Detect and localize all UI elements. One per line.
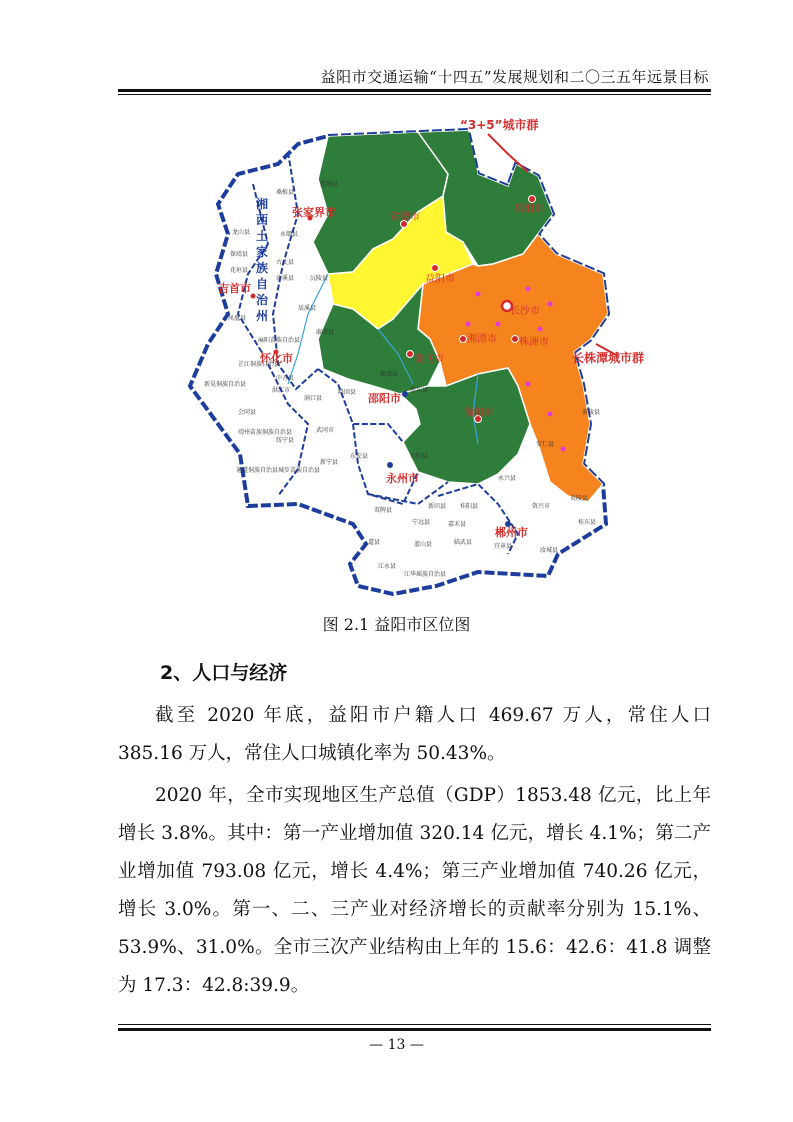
county-label: 蓝山县 xyxy=(414,541,433,548)
xiangxi-char: 土 xyxy=(255,229,269,243)
county-label: 溆浦县 xyxy=(316,329,335,336)
county-label: 永顺县 xyxy=(280,231,299,238)
county-label: 宁远县 xyxy=(412,519,431,526)
footer-rule-thick xyxy=(118,1028,711,1031)
county-label: 芷江侗族自治县 xyxy=(238,361,281,368)
county-label: 江永县 xyxy=(378,563,397,570)
page-header-title: 益阳市交通运输“十四五”发展规划和二〇三五年远景目标 xyxy=(320,68,709,86)
city-jishou: 吉首市 xyxy=(218,282,251,295)
county-label: 双牌县 xyxy=(374,507,393,514)
yiyang-location-map xyxy=(178,118,645,604)
county-label: 嘉禾县 xyxy=(448,521,467,528)
header-rule-thin xyxy=(118,94,711,95)
county-label: 炎陵县 xyxy=(570,495,589,502)
county-label: 城步苗族自治县 xyxy=(278,467,321,474)
xiangxi-char: 治 xyxy=(255,293,269,307)
city-changsha: 长沙市 xyxy=(510,306,540,317)
county-label: 靖州苗族侗族自治县 xyxy=(238,429,293,436)
county-label: 江华瑶族自治县 xyxy=(404,571,447,578)
county-label: 宜章县 xyxy=(494,543,513,550)
county-label: 新田县 xyxy=(428,503,447,510)
xiangxi-char: 湘 xyxy=(255,197,269,211)
county-label: 麻阳苗族自治县 xyxy=(258,337,301,344)
city-zhuzhou: 株洲市 xyxy=(519,337,549,348)
city-huaihua: 怀化市 xyxy=(260,352,293,365)
city-yongzhou: 永州市 xyxy=(386,472,419,485)
city-yiyang: 益阳市 xyxy=(425,274,455,285)
county-label: 新宁县 xyxy=(320,459,339,466)
county-label: 通道侗族自治县 xyxy=(236,467,279,474)
city-shaoyang: 邵阳市 xyxy=(368,392,401,405)
county-label: 绥宁县 xyxy=(276,437,295,444)
figure-title: 益阳市区位图 xyxy=(374,615,471,634)
county-label: 桂东县 xyxy=(578,519,597,526)
section-heading: 2、人口与经济 xyxy=(160,662,288,684)
county-label: 泸溪县 xyxy=(276,275,295,282)
body-text xyxy=(118,697,711,1005)
county-label: 祁阳县 xyxy=(410,453,429,460)
county-label: 新晃侗族自治县 xyxy=(204,381,247,388)
county-label: 沅陵县 xyxy=(310,275,329,282)
county-label: 洪江市 xyxy=(272,387,291,394)
city-hengyang: 衡阳市 xyxy=(464,408,494,419)
county-label: 慈利县 xyxy=(320,181,339,188)
county-label: 花垣县 xyxy=(230,267,249,274)
xiangxi-char: 州 xyxy=(255,309,269,323)
county-label: 新邵县 xyxy=(380,371,399,378)
county-label: 资兴市 xyxy=(532,503,551,510)
county-label: 汝城县 xyxy=(540,547,559,554)
city-yueyang: 岳阳市 xyxy=(514,204,544,215)
three-plus-five-leader xyxy=(488,134,528,172)
xiangxi-char: 族 xyxy=(255,261,269,275)
county-label: 隆回县 xyxy=(338,389,357,396)
city-chenzhou: 郴州市 xyxy=(495,526,528,539)
city-changde: 常德市 xyxy=(390,212,420,223)
county-label: 保靖县 xyxy=(230,251,249,258)
county-label: 龙山县 xyxy=(232,229,251,236)
county-label: 辰溪县 xyxy=(298,305,317,312)
county-label: 桂阳县 xyxy=(460,503,479,510)
label-three-plus-five: “3+5”城市群 xyxy=(460,118,539,132)
county-label: 临武县 xyxy=(454,539,473,546)
city-xiangtan: 湘潭市 xyxy=(467,334,497,345)
county-label: 邵东县 xyxy=(410,387,429,394)
county-label: 凤凰县 xyxy=(228,315,247,322)
xiangxi-char: 西 xyxy=(255,213,269,227)
city-loudi: 娄底市 xyxy=(414,354,444,365)
county-label: 古丈县 xyxy=(276,259,295,266)
county-label: 安仁县 xyxy=(536,441,555,448)
county-label: 洞口县 xyxy=(304,395,323,402)
figure-number: 图 2.1 xyxy=(322,615,370,634)
paragraph-economy: 2020 年，全市实现地区生产总值（GDP）1853.48 亿元，比上年增长 3.8%。其中：第一产业增加值 320.14 亿元，增长 4.1%；第二产业增加值 793.08 亿元，增长 4.4%；第三产业增加值 740.26 亿元，增长 3.0%。第一、二、三产业对经济增长的贡献率分别为 15.1%、53.9%、31.0%。全市三次产业结构由上年的 15.6：42.6：41.8 调整为 17.3：42.8:39.9。 xyxy=(118,785,711,996)
footer-rule-thin xyxy=(118,1024,711,1025)
county-label: 东安县 xyxy=(350,453,369,460)
figure-caption xyxy=(0,612,793,635)
county-label: 中方县 xyxy=(276,375,295,382)
xiangxi-char: 自 xyxy=(255,277,269,291)
county-label: 武冈市 xyxy=(316,427,335,434)
label-changzhutan: 长株潭城市群 xyxy=(572,351,645,365)
county-label: 道县 xyxy=(368,539,381,546)
paragraph-population: 截至 2020 年底，益阳市户籍人口 469.67 万人，常住人口 385.16 万人，常住人口城镇化率为 50.43%。 xyxy=(118,705,711,764)
city-zhangjiajie: 张家界市 xyxy=(292,206,336,219)
header-rule-thick xyxy=(118,89,711,92)
page-number: — 13 — xyxy=(369,1037,424,1053)
county-label: 茶陵县 xyxy=(582,409,601,416)
county-label: 会同县 xyxy=(238,409,257,416)
county-label: 桑植县 xyxy=(276,189,295,196)
xiangxi-char: 家 xyxy=(255,245,269,259)
county-label: 永兴县 xyxy=(498,475,517,482)
